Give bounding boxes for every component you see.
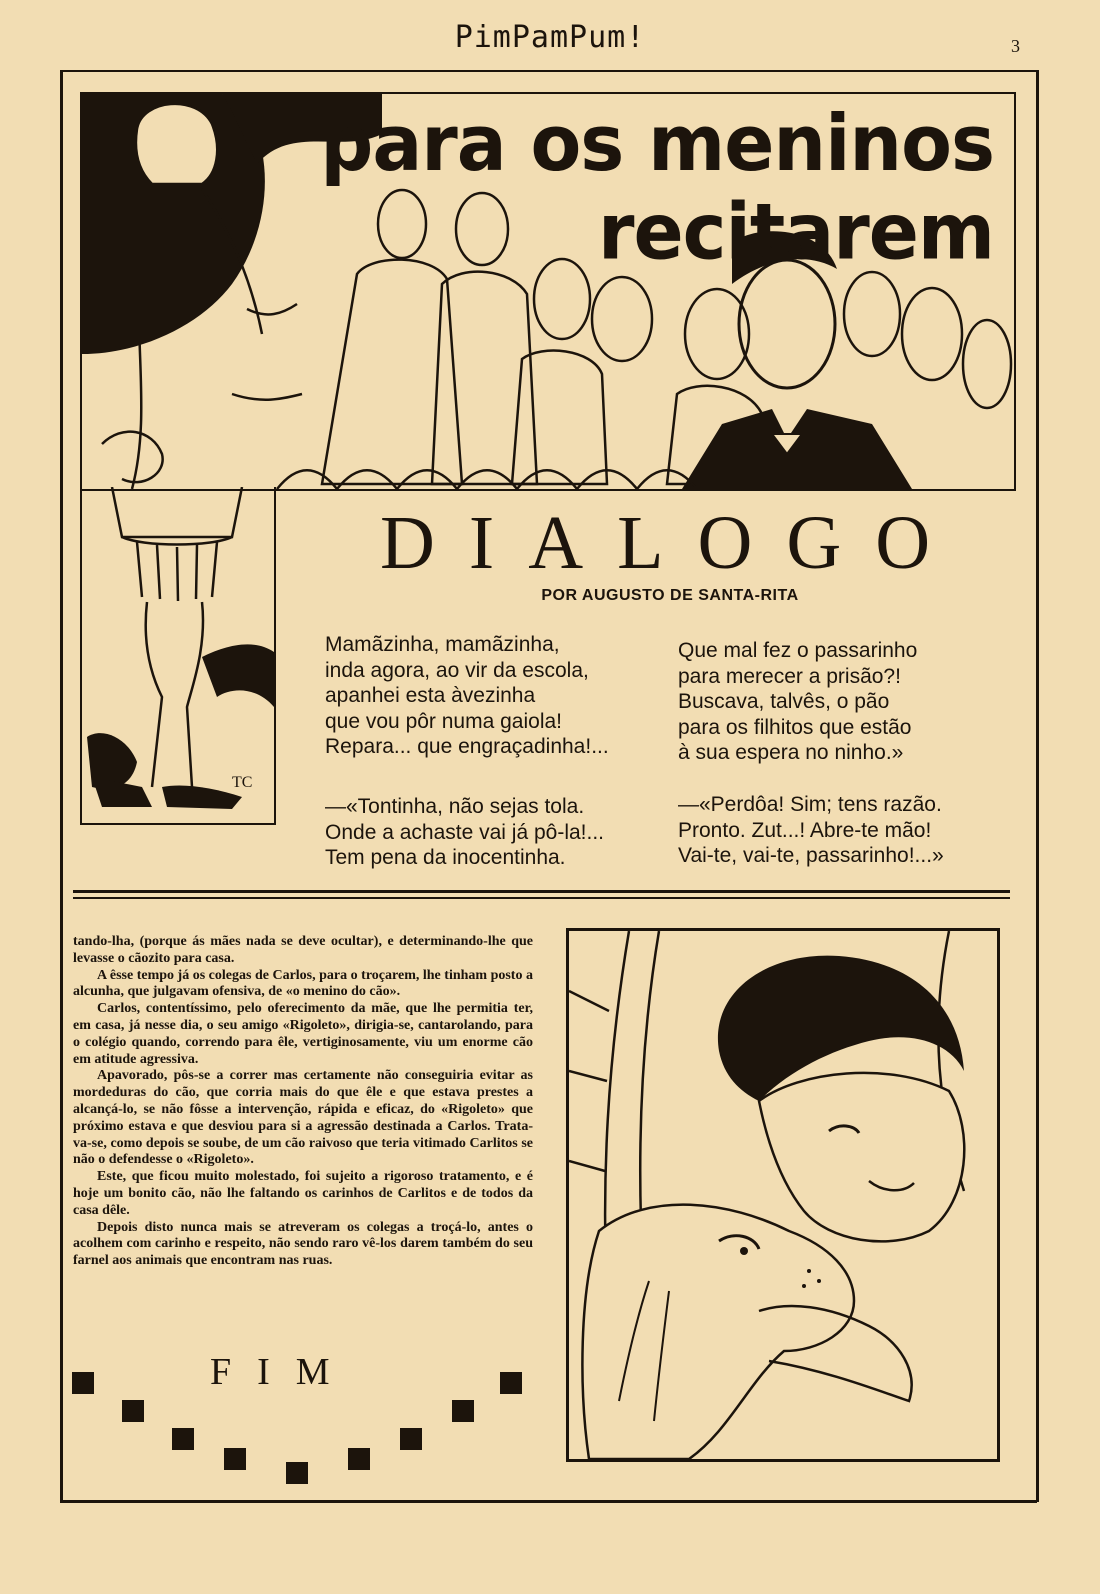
story-paragraph: Depois disto nunca mais se atreveram os colegas a troçá-lo, antes o acolhem com carinho e respeito, não sendo raro vê-los darem também do seu farnel aos animais que encontram nas ruas. — [73, 1219, 533, 1269]
story-paragraph: A êsse tempo já os colegas de Carlos, para o troçarem, lhe tinham posto a alcunha, que julgavam ofensiva, de «o menino do cão». — [73, 967, 533, 1000]
verse-line: para os filhitos que estão — [678, 715, 912, 739]
headline-line-2: recitarem — [597, 186, 994, 278]
verse-line: para merecer a prisão?! — [678, 664, 901, 688]
artist-signature: TC — [232, 774, 253, 791]
story-text — [73, 934, 533, 1270]
page-number: 3 — [1011, 36, 1020, 56]
verse-line: que vou pôr numa gaiola! — [325, 709, 562, 733]
stanza-right-1 — [678, 638, 917, 766]
verse-line: —«Perdôa! Sim; tens razão. — [678, 793, 942, 816]
story-paragraph: Este, que ficou muito molestado, foi sujeito a rigoroso tratamento, e é hoje um bonito cão, não lhe faltando os carinhos de Carlitos e de todos da casa dêle. — [73, 1169, 533, 1218]
girl-illustration — [82, 487, 274, 823]
boy-dog-drawing — [569, 931, 997, 1459]
verse-line: Buscava, talvês, o pão — [678, 690, 890, 713]
verse-line: Vai-te, vai-te, passarinho!...» — [678, 844, 944, 867]
girl-illustration-panel — [80, 487, 276, 825]
story-paragraph: Apavorado, pôs-se a correr mas certamente não conseguiria evitar as mordeduras do cão, que corria mais do que êle e que estava prestes a alcançá-lo, se não fôsse a intervenção, rápida e eficaz, do «Rigoleto» que próximo estava e que desviou para si a agressão destinada a Carlos. Trata-va-se, como depois se soube, de um cão raivoso que teria vitimado Carlitos se não o defendesse o «Rigoleto». — [73, 1068, 533, 1168]
section-divider-bottom — [73, 897, 1010, 899]
page-bottom-rule — [60, 1500, 1037, 1503]
masthead-logo: PimPamPum! — [454, 20, 646, 55]
end-label: FIM — [210, 1351, 356, 1393]
stanza-left-1 — [325, 632, 609, 760]
story-paragraph: tando-lha, (porque ás mães nada se deve ocultar), e determinando-lhe que levasse o cãozito para casa. — [73, 934, 533, 966]
section-divider-top — [73, 890, 1010, 893]
headline-line-1: para os meninos — [320, 98, 994, 190]
verse-line: Que mal fez o passarinho — [678, 639, 918, 662]
verse-line: Onde a achaste vai já pô-la!... — [325, 820, 604, 844]
boy-and-dog-illustration — [566, 928, 1000, 1462]
verse-line: —«Tontinha, não sejas tola. — [325, 795, 585, 818]
stanza-left-2 — [325, 794, 604, 871]
verse-line: Tem pena da inocentinha. — [325, 846, 566, 869]
poem-author: POR AUGUSTO DE SANTA-RITA — [541, 587, 799, 604]
story-paragraph: Carlos, contentíssimo, pelo oferecimento da mãe, que lhe permitia ter, em casa, já nesse dia, o seu amigo «Rigoleto», dirigia-se, cantarolando, para o colégio quando, correndo para êle, vertiginosamente, viu um enorme cão em atitude agressiva. — [73, 1001, 533, 1067]
headline — [320, 100, 994, 276]
verse-line: Mamãzinha, mamãzinha, — [325, 633, 560, 656]
verse-line: Repara... que engraçadinha!... — [325, 735, 609, 758]
stanza-right-2 — [678, 792, 944, 869]
verse-line: inda agora, ao vir da escola, — [325, 658, 589, 682]
poem-title: DIALOGO — [380, 501, 965, 585]
verse-line: Pronto. Zut...! Abre-te mão! — [678, 818, 932, 842]
header-illustration — [80, 92, 1016, 491]
verse-line: apanhei esta àvezinha — [325, 684, 536, 707]
verse-line: à sua espera no ninho.» — [678, 741, 904, 764]
